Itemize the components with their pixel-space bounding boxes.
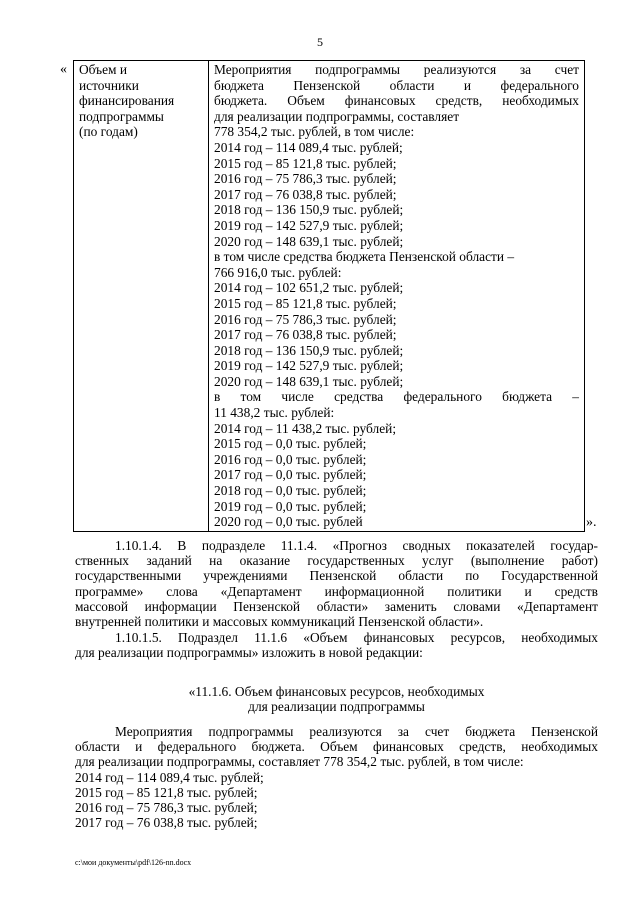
label-cell <box>74 61 209 532</box>
year-line: 2020 год – 0,0 тыс. рублей <box>214 514 363 530</box>
paragraph-line: 1.10.1.4. В подразделе 11.1.4. «Прогноз сводных показателей государ- <box>115 538 598 553</box>
financing-table <box>73 60 585 532</box>
paragraph-line: 1.10.1.5. Подраздел 11.1.6 «Объем финансовых ресурсов, необходимых <box>115 630 598 645</box>
year-line: 2016 год – 75 786,3 тыс. рублей; <box>214 171 397 187</box>
federal-head: в том числе средства федерального бюджета – <box>214 389 579 405</box>
regional-total: 766 916,0 тыс. рублей: <box>214 264 342 280</box>
intro-line: бюджета. Объем финансовых средств, необходимых <box>214 93 579 109</box>
paragraph-line: Мероприятия подпрограммы реализуются за счет бюджета Пензенской <box>115 724 598 739</box>
intro-line: Мероприятия подпрограммы реализуются за счет <box>214 62 579 77</box>
paragraph-3 <box>75 724 598 830</box>
year-line: 2018 год – 136 150,9 тыс. рублей; <box>214 342 404 358</box>
paragraph-line: для реализации подпрограммы» изложить в новой редакции: <box>75 645 423 661</box>
year-line: 2014 год – 11 438,2 тыс. рублей; <box>214 420 397 436</box>
table-row <box>74 61 585 532</box>
label-line: источники <box>79 77 139 93</box>
intro-line: для реализации подпрограммы, составляет <box>214 108 460 124</box>
quote-open: « <box>60 62 67 77</box>
label-line: (по годам) <box>79 124 138 140</box>
year-line: 2019 год – 0,0 тыс. рублей; <box>214 498 367 514</box>
value-cell <box>209 61 585 532</box>
year-line: 2020 год – 148 639,1 тыс. рублей; <box>214 233 404 249</box>
paragraph-line: для реализации подпрограммы, составляет 778 354,2 тыс. рублей, в том числе: <box>75 754 524 770</box>
paragraph-2 <box>75 630 598 660</box>
page-number: 5 <box>317 35 323 49</box>
label-line: подпрограммы <box>79 108 164 124</box>
year-line: 2015 год – 85 121,8 тыс. рублей; <box>214 295 397 311</box>
year-line: 2014 год – 102 651,2 тыс. рублей; <box>214 280 404 296</box>
year-line: 2016 год – 75 786,3 тыс. рублей; <box>75 800 258 816</box>
intro-line: бюджета Пензенской области и федерального <box>214 77 579 93</box>
paragraph-line: ственных заданий на оказание государственных услуг (выполнение работ) <box>75 553 598 569</box>
year-line: 2014 год – 114 089,4 тыс. рублей; <box>214 139 403 155</box>
year-line: 2018 год – 136 150,9 тыс. рублей; <box>214 202 404 218</box>
heading-line: «11.1.6. Объем финансовых ресурсов, необходимых <box>188 684 485 699</box>
year-line: 2015 год – 0,0 тыс. рублей; <box>214 436 367 452</box>
paragraph-line: государственными учреждениями Пензенской области по Государственной <box>75 568 598 584</box>
paragraph-line: области и федерального бюджета. Объем финансовых средств, необходимых <box>75 739 598 755</box>
heading-line: для реализации подпрограммы <box>248 699 425 715</box>
year-line: 2016 год – 75 786,3 тыс. рублей; <box>214 311 397 327</box>
federal-total: 11 438,2 тыс. рублей: <box>214 405 335 421</box>
year-line: 2015 год – 85 121,8 тыс. рублей; <box>214 155 397 171</box>
section-heading <box>75 684 598 714</box>
year-line: 2017 год – 0,0 тыс. рублей; <box>214 467 367 483</box>
total-amount: 778 354,2 тыс. рублей, в том числе: <box>214 124 415 140</box>
footer-file-path: c:\мои документы\pdf\126-nn.docx <box>75 858 192 867</box>
year-line: 2019 год – 142 527,9 тыс. рублей; <box>214 358 404 374</box>
year-line: 2014 год – 114 089,4 тыс. рублей; <box>75 769 264 785</box>
label-line: финансирования <box>79 93 175 109</box>
quote-close: ». <box>586 515 597 530</box>
paragraph-1 <box>75 538 598 629</box>
year-line: 2015 год – 85 121,8 тыс. рублей; <box>75 784 258 800</box>
paragraph-line: внутренней политики и массовых коммуникаций Пензенской области». <box>75 614 484 630</box>
paragraph-line: массовой информации Пензенской области» заменить словами «Департамент <box>75 598 598 614</box>
label-line: Объем и <box>79 62 128 77</box>
year-line: 2020 год – 148 639,1 тыс. рублей; <box>214 373 404 389</box>
year-line: 2016 год – 0,0 тыс. рублей; <box>214 451 367 467</box>
paragraph-line: программе» слова «Департамент информационной политики и средств <box>75 583 598 599</box>
year-line: 2017 год – 76 038,8 тыс. рублей; <box>214 327 397 343</box>
year-line: 2019 год – 142 527,9 тыс. рублей; <box>214 217 404 233</box>
regional-head: в том числе средства бюджета Пензенской области – <box>214 249 515 265</box>
year-line: 2018 год – 0,0 тыс. рублей; <box>214 483 367 499</box>
year-line: 2017 год – 76 038,8 тыс. рублей; <box>75 815 258 831</box>
year-line: 2017 год – 76 038,8 тыс. рублей; <box>214 186 397 202</box>
